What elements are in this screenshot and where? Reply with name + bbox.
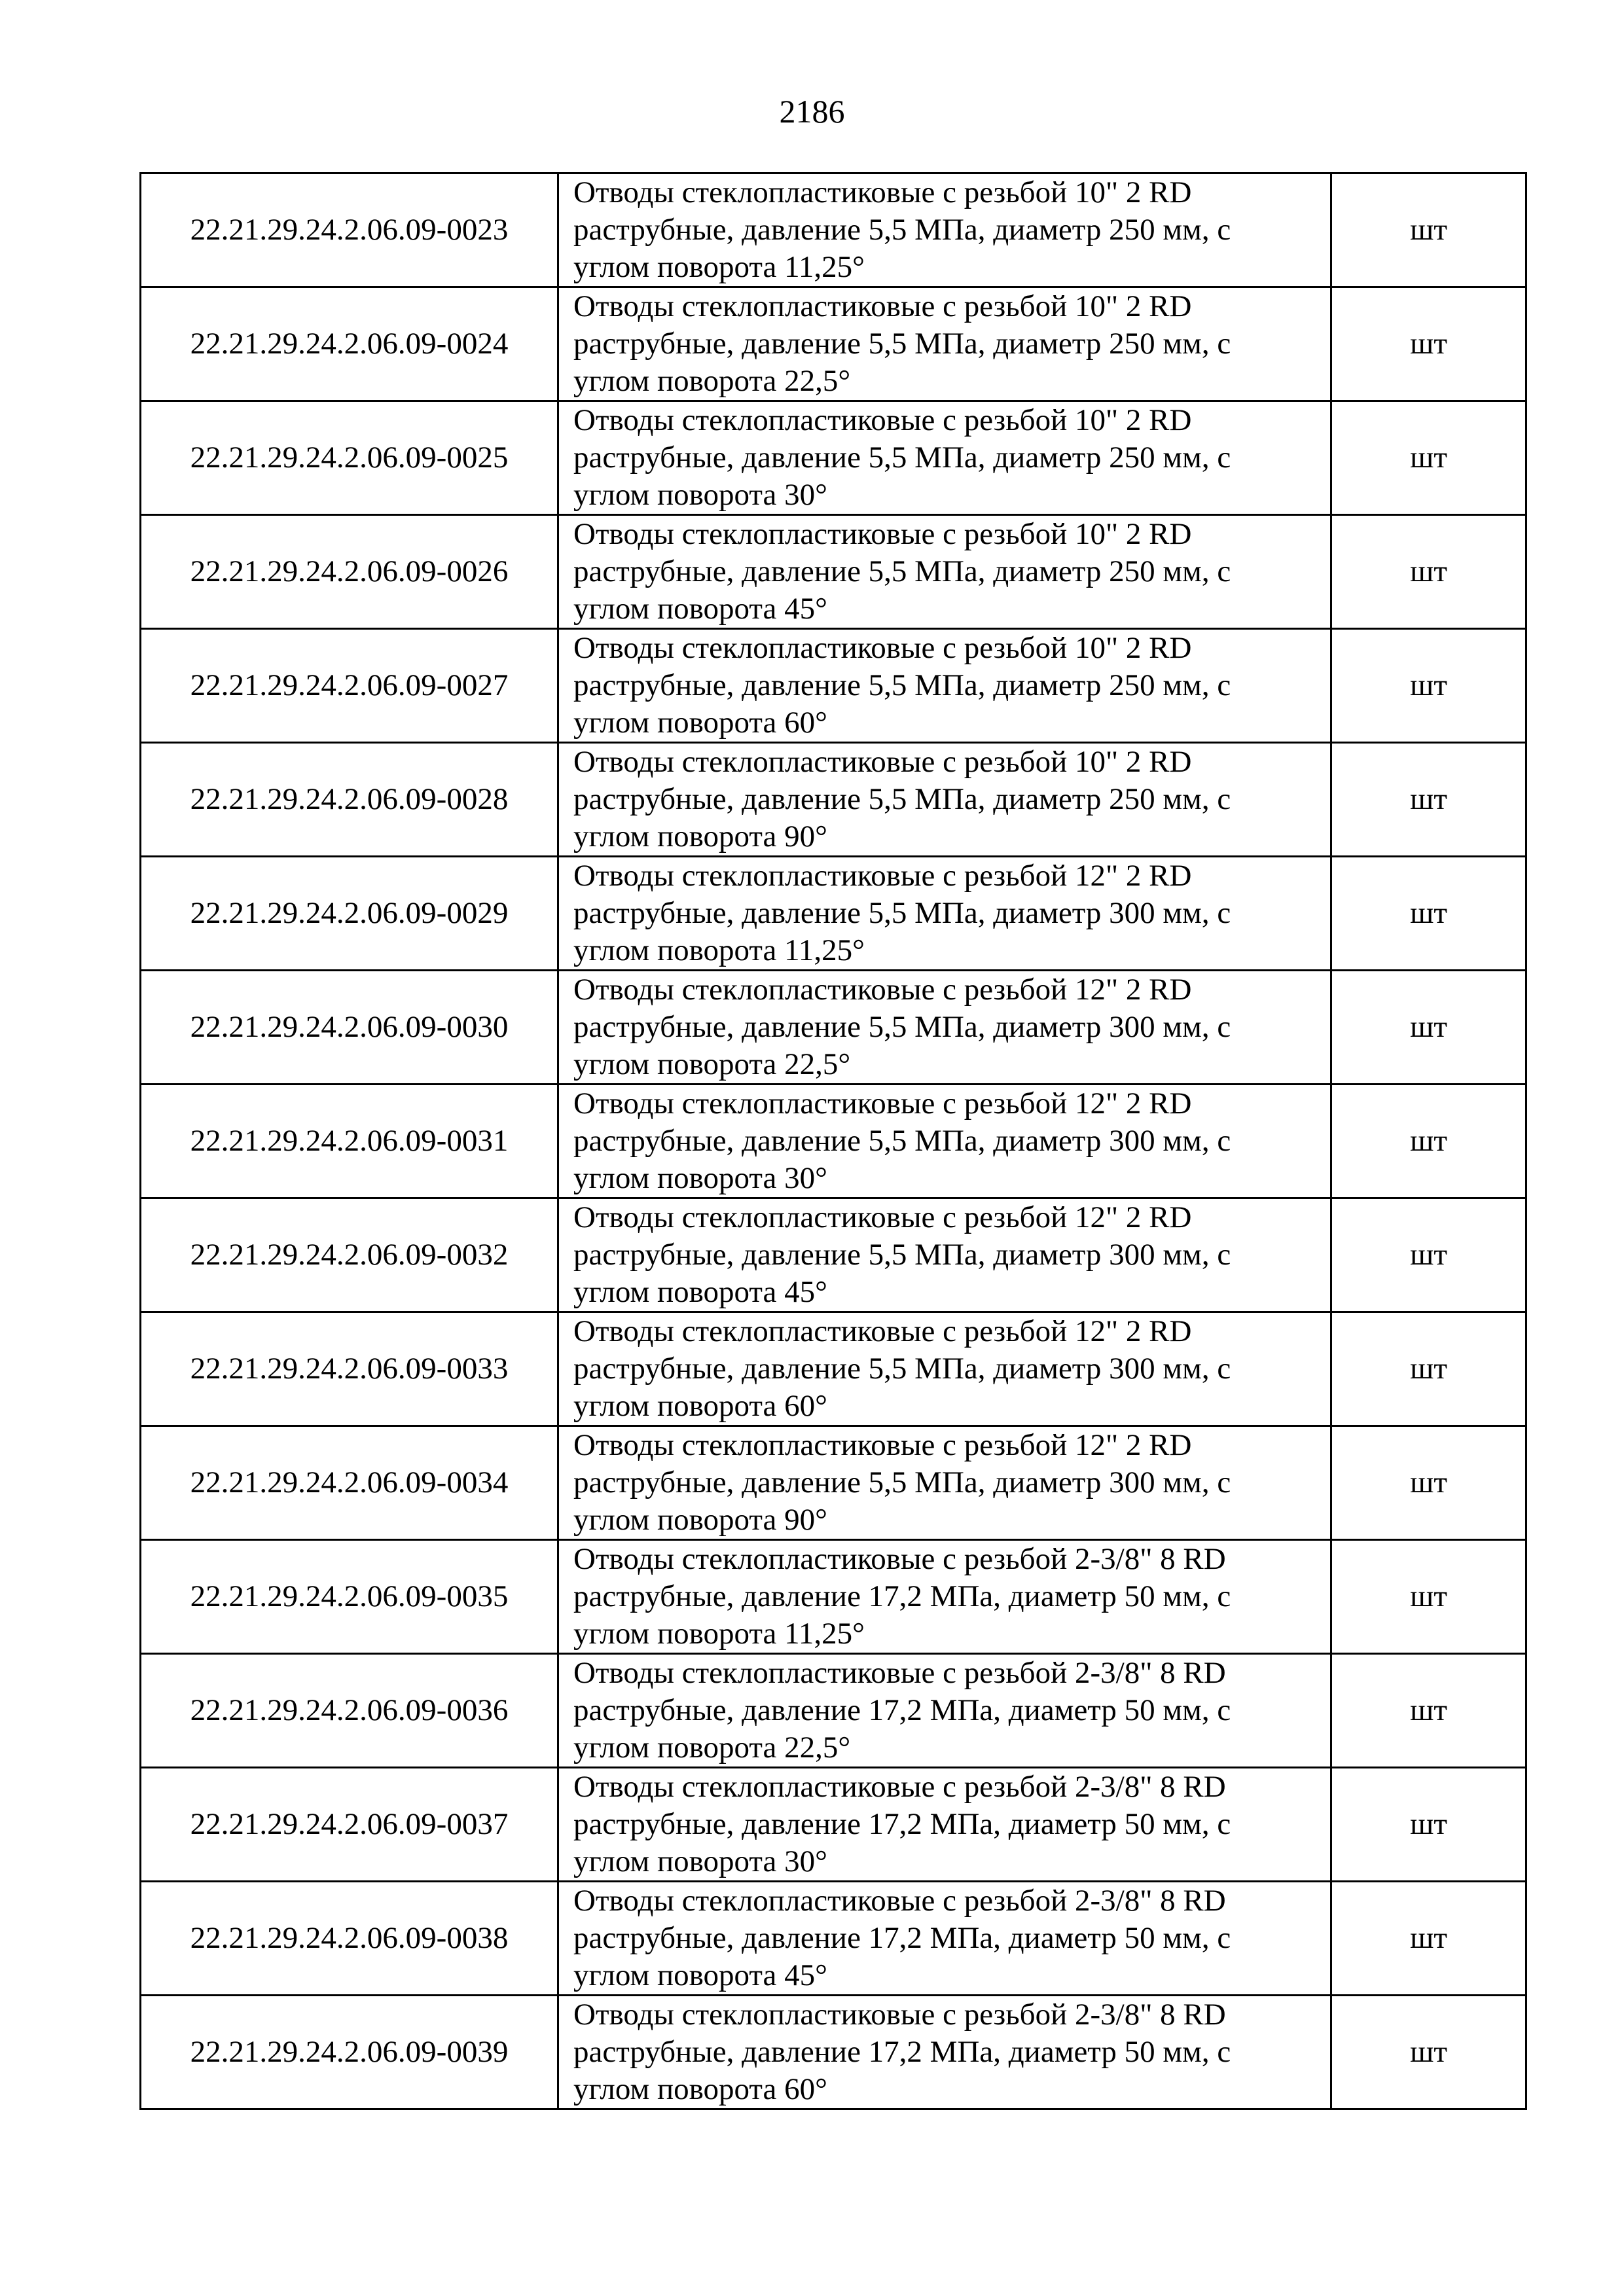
table-row (141, 1426, 1526, 1540)
description-cell: Отводы стеклопластиковые с резьбой 2-3/8" 8 RD раструбные, давление 17,2 МПа, диаметр 50 мм, с углом поворота 22,5° (558, 1654, 1331, 1768)
code-cell: 22.21.29.24.2.06.09-0033 (141, 1312, 558, 1426)
resource-table (139, 172, 1527, 2110)
unit-cell: шт (1331, 743, 1526, 857)
table-row (141, 173, 1526, 287)
code-cell: 22.21.29.24.2.06.09-0023 (141, 173, 558, 287)
code-cell: 22.21.29.24.2.06.09-0035 (141, 1540, 558, 1654)
unit-cell: шт (1331, 1085, 1526, 1198)
code-cell: 22.21.29.24.2.06.09-0037 (141, 1768, 558, 1882)
table-row (141, 1768, 1526, 1882)
description-cell: Отводы стеклопластиковые с резьбой 10" 2 RD раструбные, давление 5,5 МПа, диаметр 250 мм, с углом поворота 30° (558, 401, 1331, 515)
code-cell: 22.21.29.24.2.06.09-0025 (141, 401, 558, 515)
description-cell: Отводы стеклопластиковые с резьбой 2-3/8" 8 RD раструбные, давление 17,2 МПа, диаметр 50 мм, с углом поворота 45° (558, 1882, 1331, 1996)
table-row (141, 515, 1526, 629)
unit-cell: шт (1331, 971, 1526, 1085)
description-cell: Отводы стеклопластиковые с резьбой 12" 2 RD раструбные, давление 5,5 МПа, диаметр 300 мм, с углом поворота 22,5° (558, 971, 1331, 1085)
code-cell: 22.21.29.24.2.06.09-0029 (141, 857, 558, 971)
table-row (141, 857, 1526, 971)
table-row (141, 1085, 1526, 1198)
code-cell: 22.21.29.24.2.06.09-0036 (141, 1654, 558, 1768)
table-row (141, 1312, 1526, 1426)
description-cell: Отводы стеклопластиковые с резьбой 12" 2 RD раструбные, давление 5,5 МПа, диаметр 300 мм, с углом поворота 11,25° (558, 857, 1331, 971)
code-cell: 22.21.29.24.2.06.09-0032 (141, 1198, 558, 1312)
table-row (141, 629, 1526, 743)
description-cell: Отводы стеклопластиковые с резьбой 12" 2 RD раструбные, давление 5,5 МПа, диаметр 300 мм, с углом поворота 90° (558, 1426, 1331, 1540)
table-row (141, 1654, 1526, 1768)
unit-cell: шт (1331, 1768, 1526, 1882)
table-row (141, 1996, 1526, 2109)
table-row (141, 401, 1526, 515)
code-cell: 22.21.29.24.2.06.09-0027 (141, 629, 558, 743)
code-cell: 22.21.29.24.2.06.09-0028 (141, 743, 558, 857)
description-cell: Отводы стеклопластиковые с резьбой 12" 2 RD раструбные, давление 5,5 МПа, диаметр 300 мм, с углом поворота 60° (558, 1312, 1331, 1426)
unit-cell: шт (1331, 401, 1526, 515)
description-cell: Отводы стеклопластиковые с резьбой 12" 2 RD раструбные, давление 5,5 МПа, диаметр 300 мм, с углом поворота 30° (558, 1085, 1331, 1198)
unit-cell: шт (1331, 1312, 1526, 1426)
table-body (141, 173, 1526, 2109)
unit-cell: шт (1331, 515, 1526, 629)
table-row (141, 1540, 1526, 1654)
code-cell: 22.21.29.24.2.06.09-0031 (141, 1085, 558, 1198)
code-cell: 22.21.29.24.2.06.09-0030 (141, 971, 558, 1085)
code-cell: 22.21.29.24.2.06.09-0034 (141, 1426, 558, 1540)
description-cell: Отводы стеклопластиковые с резьбой 10" 2 RD раструбные, давление 5,5 МПа, диаметр 250 мм, с углом поворота 45° (558, 515, 1331, 629)
code-cell: 22.21.29.24.2.06.09-0039 (141, 1996, 558, 2109)
code-cell: 22.21.29.24.2.06.09-0026 (141, 515, 558, 629)
table-row (141, 971, 1526, 1085)
description-cell: Отводы стеклопластиковые с резьбой 12" 2 RD раструбные, давление 5,5 МПа, диаметр 300 мм, с углом поворота 45° (558, 1198, 1331, 1312)
unit-cell: шт (1331, 1540, 1526, 1654)
table-row (141, 287, 1526, 401)
description-cell: Отводы стеклопластиковые с резьбой 10" 2 RD раструбные, давление 5,5 МПа, диаметр 250 мм, с углом поворота 90° (558, 743, 1331, 857)
description-cell: Отводы стеклопластиковые с резьбой 10" 2 RD раструбные, давление 5,5 МПа, диаметр 250 мм, с углом поворота 60° (558, 629, 1331, 743)
unit-cell: шт (1331, 287, 1526, 401)
unit-cell: шт (1331, 1654, 1526, 1768)
unit-cell: шт (1331, 173, 1526, 287)
table-row (141, 1198, 1526, 1312)
table-row (141, 743, 1526, 857)
unit-cell: шт (1331, 1198, 1526, 1312)
code-cell: 22.21.29.24.2.06.09-0024 (141, 287, 558, 401)
unit-cell: шт (1331, 857, 1526, 971)
code-cell: 22.21.29.24.2.06.09-0038 (141, 1882, 558, 1996)
description-cell: Отводы стеклопластиковые с резьбой 2-3/8" 8 RD раструбные, давление 17,2 МПа, диаметр 50 мм, с углом поворота 11,25° (558, 1540, 1331, 1654)
unit-cell: шт (1331, 629, 1526, 743)
table-row (141, 1882, 1526, 1996)
unit-cell: шт (1331, 1882, 1526, 1996)
unit-cell: шт (1331, 1426, 1526, 1540)
description-cell: Отводы стеклопластиковые с резьбой 10" 2 RD раструбные, давление 5,5 МПа, диаметр 250 мм, с углом поворота 11,25° (558, 173, 1331, 287)
unit-cell: шт (1331, 1996, 1526, 2109)
description-cell: Отводы стеклопластиковые с резьбой 10" 2 RD раструбные, давление 5,5 МПа, диаметр 250 мм, с углом поворота 22,5° (558, 287, 1331, 401)
description-cell: Отводы стеклопластиковые с резьбой 2-3/8" 8 RD раструбные, давление 17,2 МПа, диаметр 50 мм, с углом поворота 60° (558, 1996, 1331, 2109)
description-cell: Отводы стеклопластиковые с резьбой 2-3/8" 8 RD раструбные, давление 17,2 МПа, диаметр 50 мм, с углом поворота 30° (558, 1768, 1331, 1882)
page-number: 2186 (779, 93, 845, 130)
